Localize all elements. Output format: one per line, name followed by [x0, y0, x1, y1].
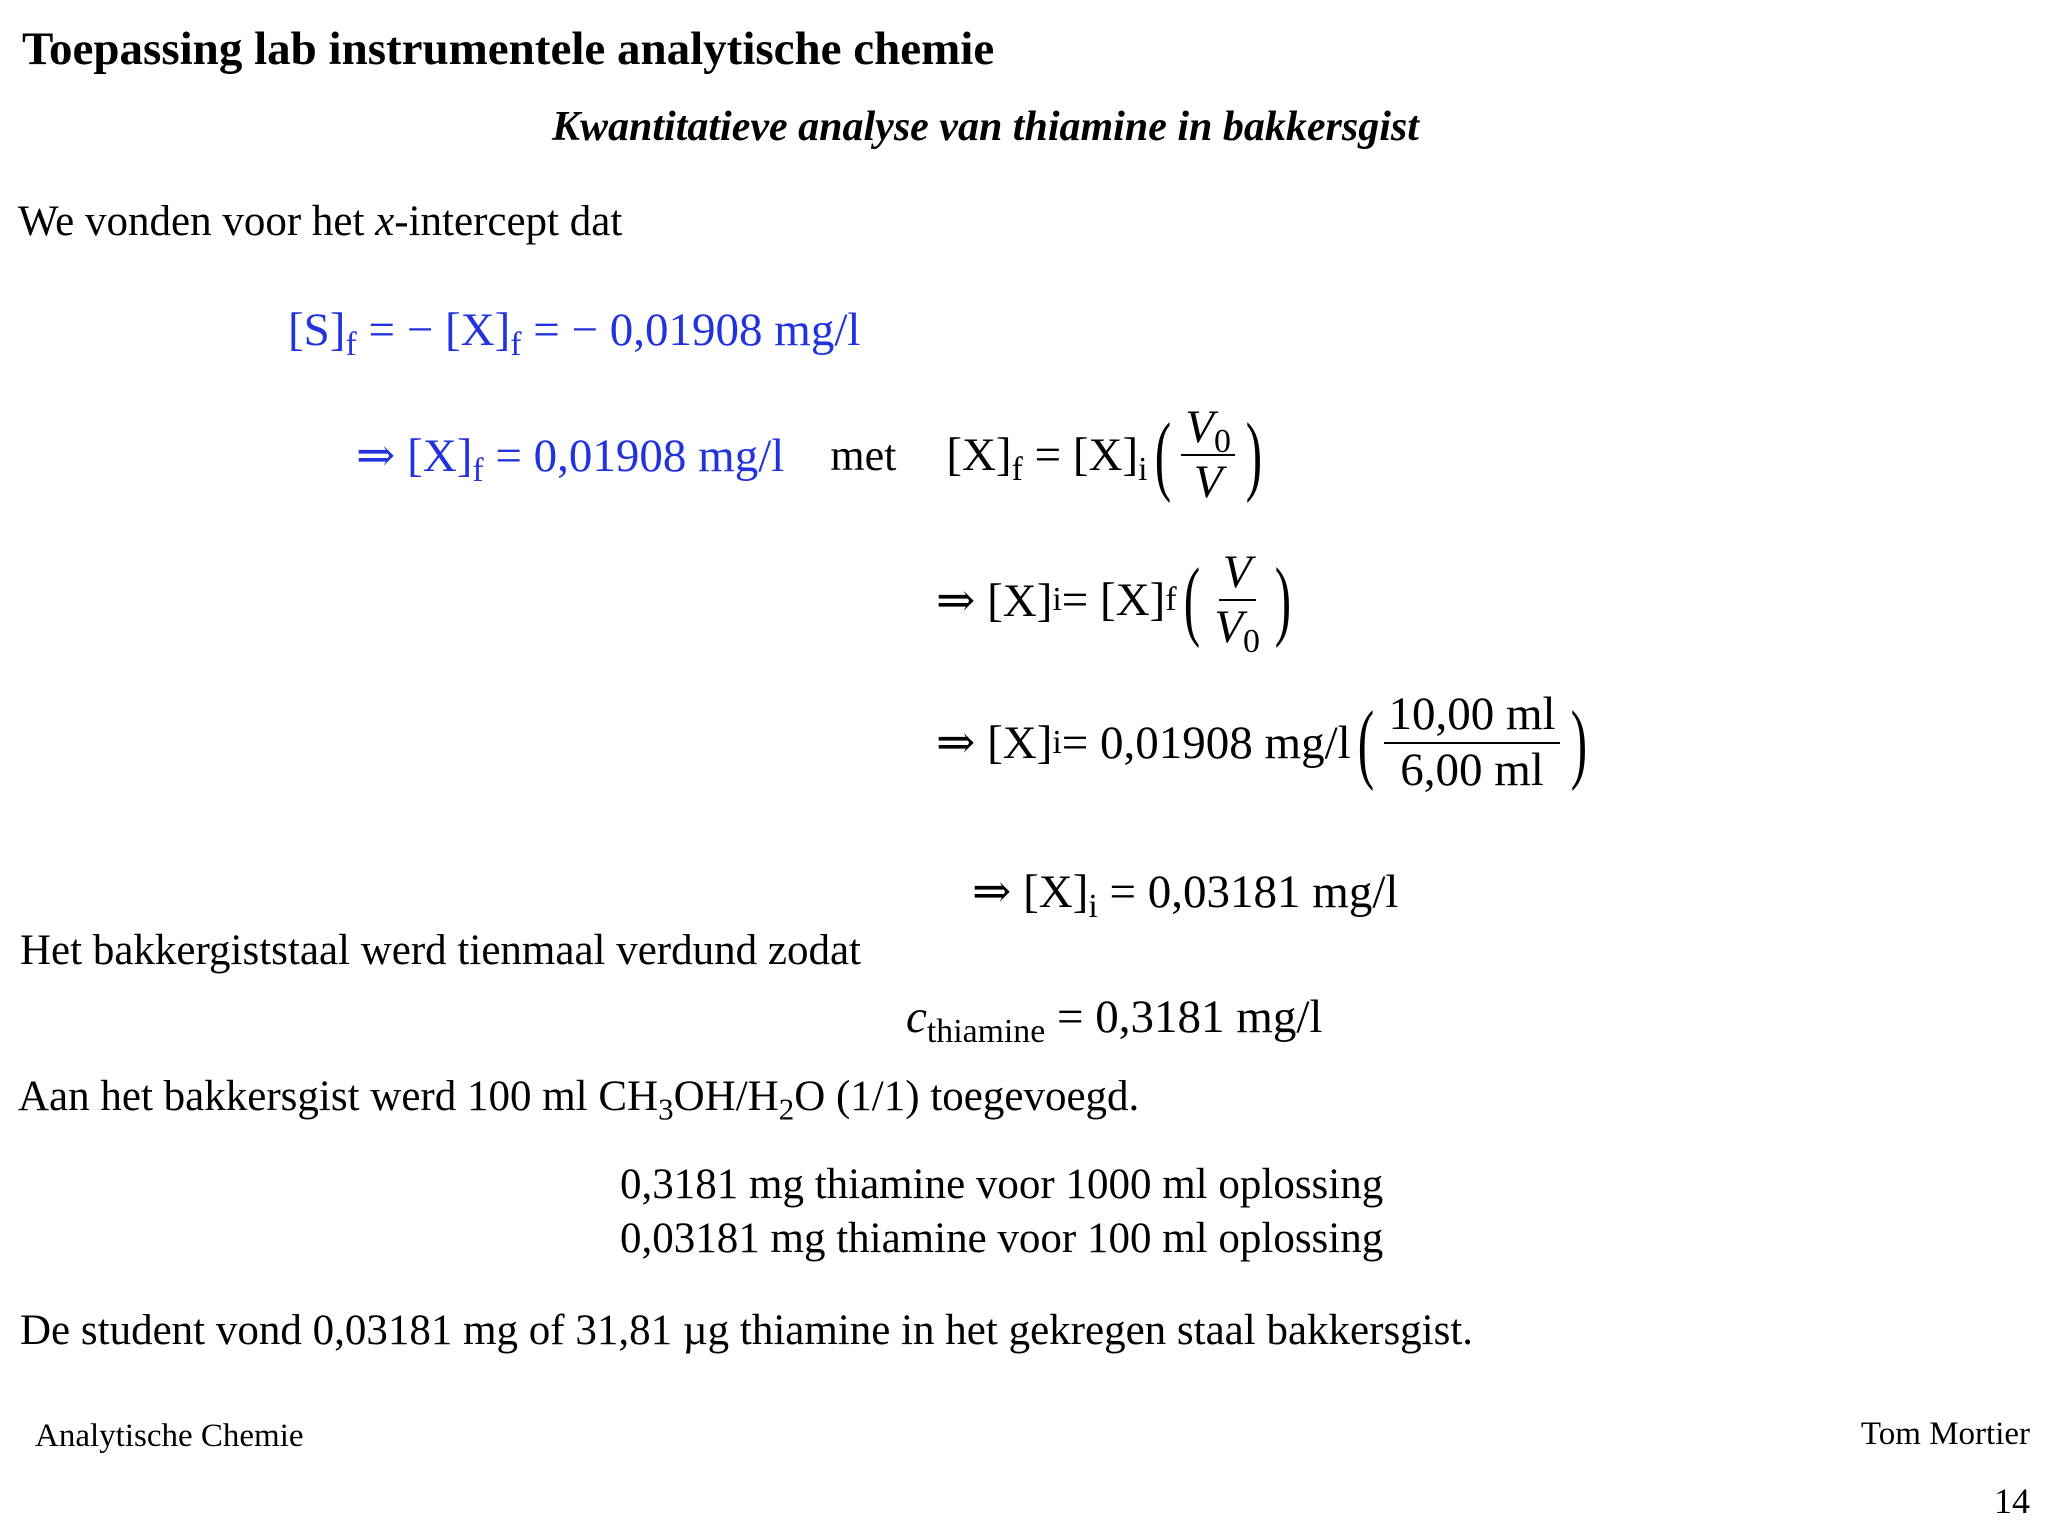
equation-x-initial-result: ⇒ $[X]_i = 0,03181$ mg/l — [972, 866, 1399, 926]
slide-subtitle: Kwantitatieve analyse van thiamine in bakkersgist — [552, 104, 1419, 150]
footer-course: Analytische Chemie — [35, 1418, 304, 1454]
fraction-volumes: $\frac{10,00 ml}{6,00 ml}$ — [1384, 690, 1559, 795]
conclusion-text: De student vond 0,03181 mg of 31,81 µg thiamine in het gekregen staal bakkersgist. — [20, 1307, 1474, 1354]
addition-text: Aan het bakkersgist werd 100 ml $CH_3OH/H_2O$ (1/1) toegevoegd. — [18, 1073, 1140, 1127]
dilution-relation: $[X]_f = [X]_i$ — [946, 429, 1148, 489]
equation-x-initial-formula: ⇒ [X] i = [X] f ( $\frac{V}{V_0}$ ) — [936, 545, 1292, 661]
fraction-v0-over-v: $\frac{V_0}{V}$ — [1181, 403, 1235, 508]
page-number: 14 — [1994, 1481, 2030, 1521]
equation-x-initial-substituted: ⇒ [X] i = 0,01908 mg/l ( $\frac{10,00 ml}{6,00 ml}$ ) — [936, 688, 1587, 796]
amount-line-1: 0,3181 mg thiamine voor 1000 ml oplossing — [620, 1161, 1384, 1208]
dilution-text: Het bakkergiststaal werd tienmaal verdund zodat — [20, 927, 861, 974]
amount-line-2: 0,03181 mg thiamine voor 100 ml oplossing — [620, 1215, 1384, 1262]
slide-title: Toepassing lab instrumentele analytische chemie — [22, 23, 995, 75]
fraction-v-over-v0: $\frac{V}{V_0}$ — [1214, 545, 1260, 661]
footer-author: Tom Mortier — [1860, 1416, 2030, 1452]
equation-x-final: ⇒ $[X]_f = 0,01908$ mg/l met $[X]_f = [X]_i$ ( $\frac{V_0}{V}$ ) — [356, 400, 1262, 508]
thiamine-concentration: $c_{thiamine} = 0,3181$ mg/l — [906, 991, 1323, 1051]
intro-text: We vonden voor het x-intercept dat — [18, 198, 623, 245]
equation-s-final: $[S]_f$ = − $[X]_f$ = − 0,01908 mg/l — [288, 304, 861, 364]
